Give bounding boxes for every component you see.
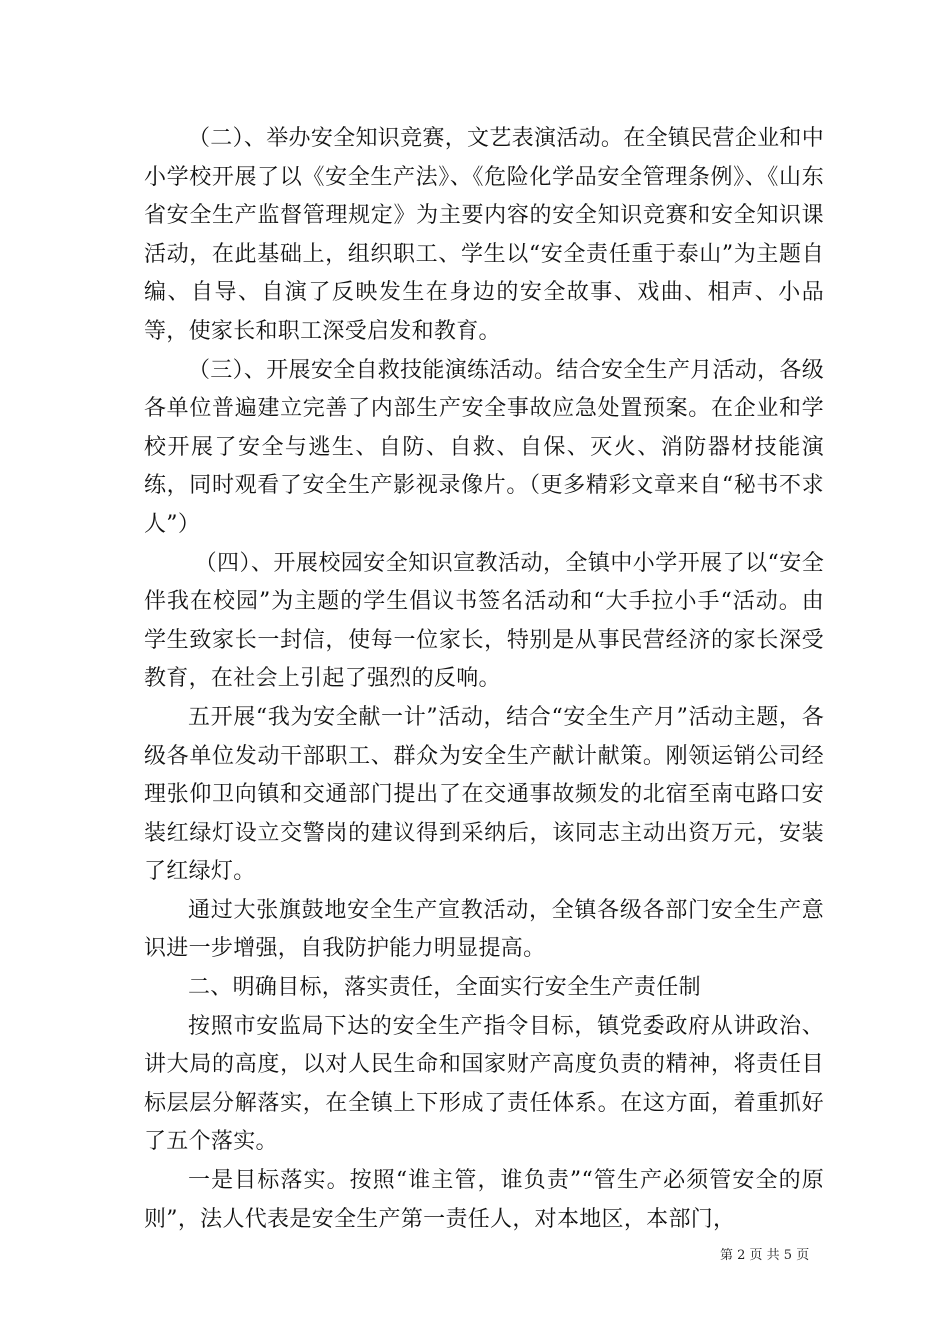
paragraph-self-rescue-drill: （三）、开展安全自救技能演练活动。结合安全生产月活动，各级各单位普遍建立完善了内部生产安全事故应急处置预案。在企业和学校开展了安全与逃生、自防、自救、自保、灭火、消防器材技能演练，同时观看了安全生产影视录像片。（更多精彩文章来自“秘书不求人”） [144, 357, 824, 537]
page-number: 第 2 页 共 5 页 [720, 1248, 810, 1263]
paragraph-summary: 通过大张旗鼓地安全生产宣教活动，全镇各级各部门安全生产意识进一步增强，自我防护能力明显提高。 [144, 897, 824, 962]
body-text [144, 120, 824, 1239]
paragraph-competition: （二）、举办安全知识竞赛，文艺表演活动。在全镇民营企业和中小学校开展了以《安全生产法》、《危险化学品安全管理条例》、《山东省安全生产监督管理规定》为主要内容的安全知识竞赛和安全知识课活动，在此基础上，组织职工、学生以“安全责任重于泰山”为主题自编、自导、自演了反映发生在身边的安全故事、戏曲、相声、小品等，使家长和职工深受启发和教育。 [144, 126, 824, 344]
paragraph-responsibility-targets: 按照市安监局下达的安全生产指令目标，镇党委政府从讲政治、讲大局的高度，以对人民生命和国家财产高度负责的精神，将责任目标层层分解落实，在全镇上下形成了责任体系。在这方面，着重抓好了五个落实。 [144, 1013, 824, 1155]
paragraph-suggestion-activity: 五开展“我为安全献一计”活动，结合“安全生产月”活动主题，各级各单位发动干部职工、群众为安全生产献计献策。刚领运销公司经理张仰卫向镇和交通部门提出了在交通事故频发的北宿至南屯路口安装红绿灯设立交警岗的建议得到采纳后，该同志主动出资万元，安装了红绿灯。 [144, 704, 824, 885]
section-heading: 二、明确目标，落实责任，全面实行安全生产责任制 [188, 975, 701, 1001]
paragraph-campus-education: （四）、开展校园安全知识宣教活动，全镇中小学开展了以“安全伴我在校园”为主题的学生倡议书签名活动和“大手拉小手“活动。由学生致家长一封信，使每一位家长，特别是从事民营经济的家长深受教育，在社会上引起了强烈的反响。 [144, 550, 824, 692]
paragraph-target-implementation: 一是目标落实。按照“谁主管，谁负责”“管生产必须管安全的原则”，法人代表是安全生产第一责任人，对本地区，本部门， [144, 1168, 824, 1232]
